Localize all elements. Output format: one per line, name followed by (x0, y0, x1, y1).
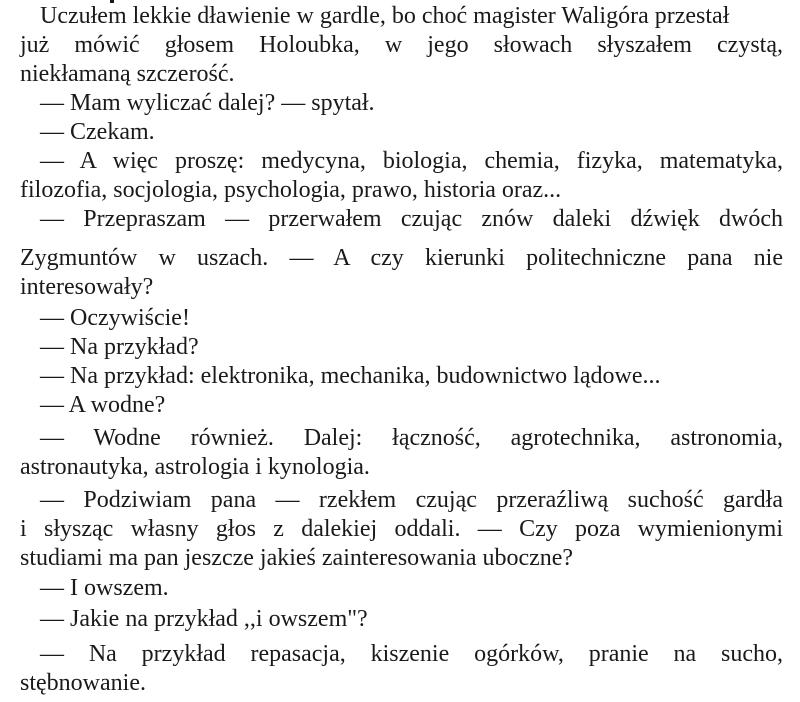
text-line: Zygmuntów w uszach. — A czy kierunki politechniczne pana nie (20, 245, 783, 271)
text-line: studiami ma pan jeszcze jakieś zainteresowania uboczne? (20, 545, 574, 571)
dialogue-line: — Wodne również. Dalej: łączność, agrotechnika, astronomia, (40, 425, 783, 451)
dialogue-line: — I owszem. (40, 575, 169, 601)
dialogue-line: — Mam wyliczać dalej? — spytał. (40, 90, 375, 116)
dialogue-line: — Na przykład repasacja, kiszenie ogórków, pranie na sucho, (40, 641, 783, 667)
dialogue-line: — A więc proszę: medycyna, biologia, chemia, fizyka, matematyka, (40, 148, 783, 174)
dialogue-line: — Przepraszam — przerwałem czując znów daleki dźwięk dwóch (40, 206, 783, 232)
dialogue-line: — Podziwiam pana — rzekłem czując przeraźliwą suchość gardła (40, 487, 783, 513)
dialogue-line: — A wodne? (40, 392, 166, 418)
text-line: filozofia, socjologia, psychologia, prawo, historia oraz... (20, 177, 562, 203)
dialogue-line: — Oczywiście! (40, 305, 190, 331)
text-line: Uczułem lekkie dławienie w gardle, bo choć magister Waligóra przestał (40, 3, 730, 29)
text-line: i słysząc własny głos z dalekiej oddali. — Czy poza wymienionymi (20, 516, 783, 542)
text-line: niekłamaną szczerość. (20, 61, 235, 87)
dialogue-line: — Na przykład: elektronika, mechanika, budownictwo lądowe... (40, 363, 661, 389)
text-line: już mówić głosem Holoubka, w jego słowach słyszałem czystą, (20, 32, 783, 58)
dialogue-line: — Czekam. (40, 119, 155, 145)
text-line: stębnowanie. (20, 670, 146, 696)
dialogue-line: — Na przykład? (40, 334, 199, 360)
text-line: interesowały? (20, 274, 154, 300)
dialogue-line: — Jakie na przykład ,,i owszem"? (40, 606, 368, 632)
text-line: astronautyka, astrologia i kynologia. (20, 454, 370, 480)
